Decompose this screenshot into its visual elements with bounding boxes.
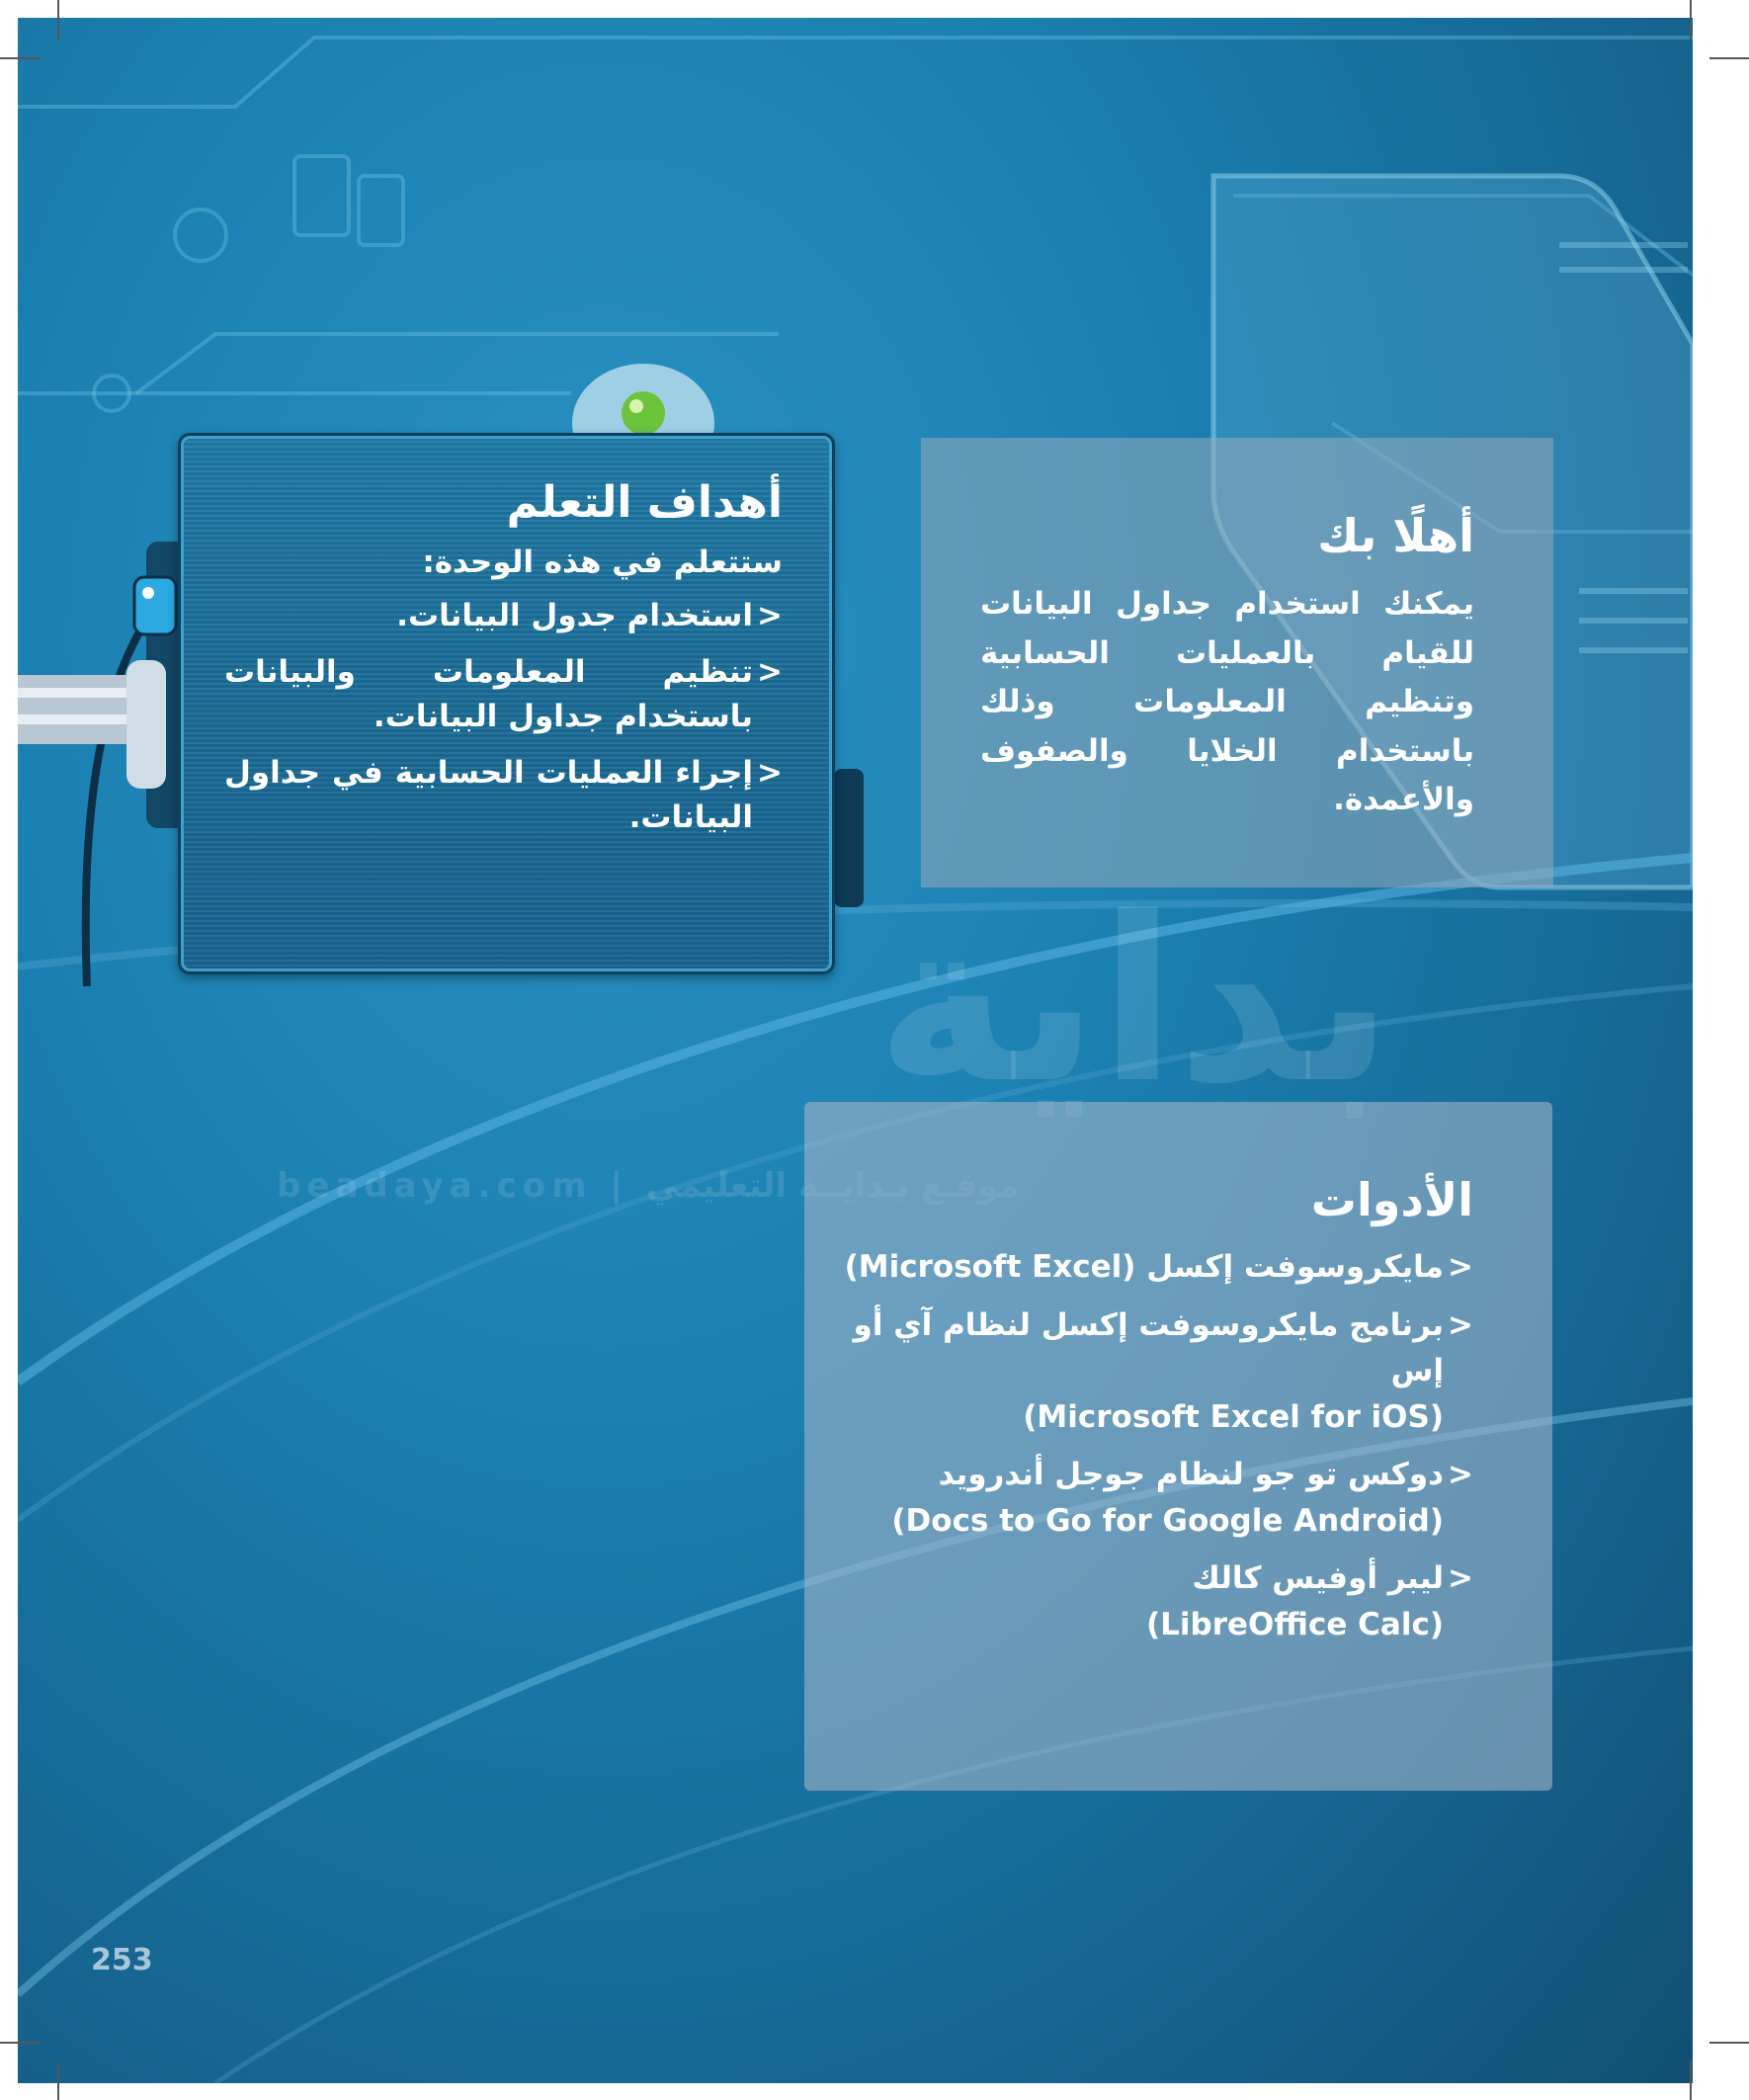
crop-mark bbox=[1709, 57, 1749, 59]
tool-item bbox=[844, 1555, 1473, 1647]
crop-mark bbox=[1690, 2060, 1692, 2100]
tool-name-en: (Docs to Go for Google Android) bbox=[891, 1502, 1444, 1539]
objective-item: < إجراء العمليات الحسابية في جداول البيانات. bbox=[224, 751, 783, 840]
crop-mark bbox=[0, 2042, 40, 2044]
tool-name-en: (LibreOffice Calc) bbox=[1145, 1606, 1444, 1642]
objective-item: < استخدام جدول البيانات. bbox=[224, 594, 783, 638]
crop-mark bbox=[57, 2060, 59, 2100]
welcome-panel bbox=[921, 438, 1553, 887]
objectives-list bbox=[224, 594, 783, 840]
welcome-body: يمكنك استخدام جداول البيانات للقيام بالعمليات الحسابية وتنظيم المعلومات وذلك باستخدام الخلايا والصفوف والأعمدة. bbox=[980, 586, 1474, 818]
tool-name-ar: مايكروسوفت إكسل bbox=[1146, 1249, 1444, 1285]
learning-objectives-panel bbox=[178, 433, 835, 974]
page-number: 253 bbox=[91, 1943, 153, 1977]
objectives-title: أهداف التعلم bbox=[506, 477, 783, 528]
tool-name-ar: برنامج مايكروسوفت إكسل لنظام آي أو إس bbox=[853, 1306, 1444, 1388]
tools-panel bbox=[804, 1102, 1552, 1791]
tool-item bbox=[844, 1302, 1473, 1441]
tool-name-en: (Microsoft Excel for iOS) bbox=[1023, 1398, 1444, 1435]
objectives-intro: ستتعلم في هذه الوحدة: bbox=[422, 545, 783, 581]
crop-mark bbox=[1690, 0, 1692, 40]
tools-title: الأدوات bbox=[1310, 1173, 1473, 1226]
welcome-title: أهلًا بك bbox=[1317, 509, 1474, 562]
tools-list bbox=[844, 1244, 1473, 1647]
crop-mark bbox=[57, 0, 59, 40]
tool-name-ar: دوكس تو جو لنظام جوجل أندرويد bbox=[938, 1457, 1444, 1492]
tool-name-en: (Microsoft Excel) bbox=[844, 1249, 1136, 1285]
crop-mark bbox=[1709, 2042, 1749, 2044]
tool-item bbox=[844, 1244, 1473, 1291]
crop-mark bbox=[0, 57, 40, 59]
objective-item: < تنظيم المعلومات والبيانات باستخدام جداول البيانات. bbox=[224, 650, 783, 739]
tool-name-ar: ليبر أوفيس كالك bbox=[1192, 1560, 1444, 1596]
tool-item bbox=[844, 1452, 1473, 1544]
